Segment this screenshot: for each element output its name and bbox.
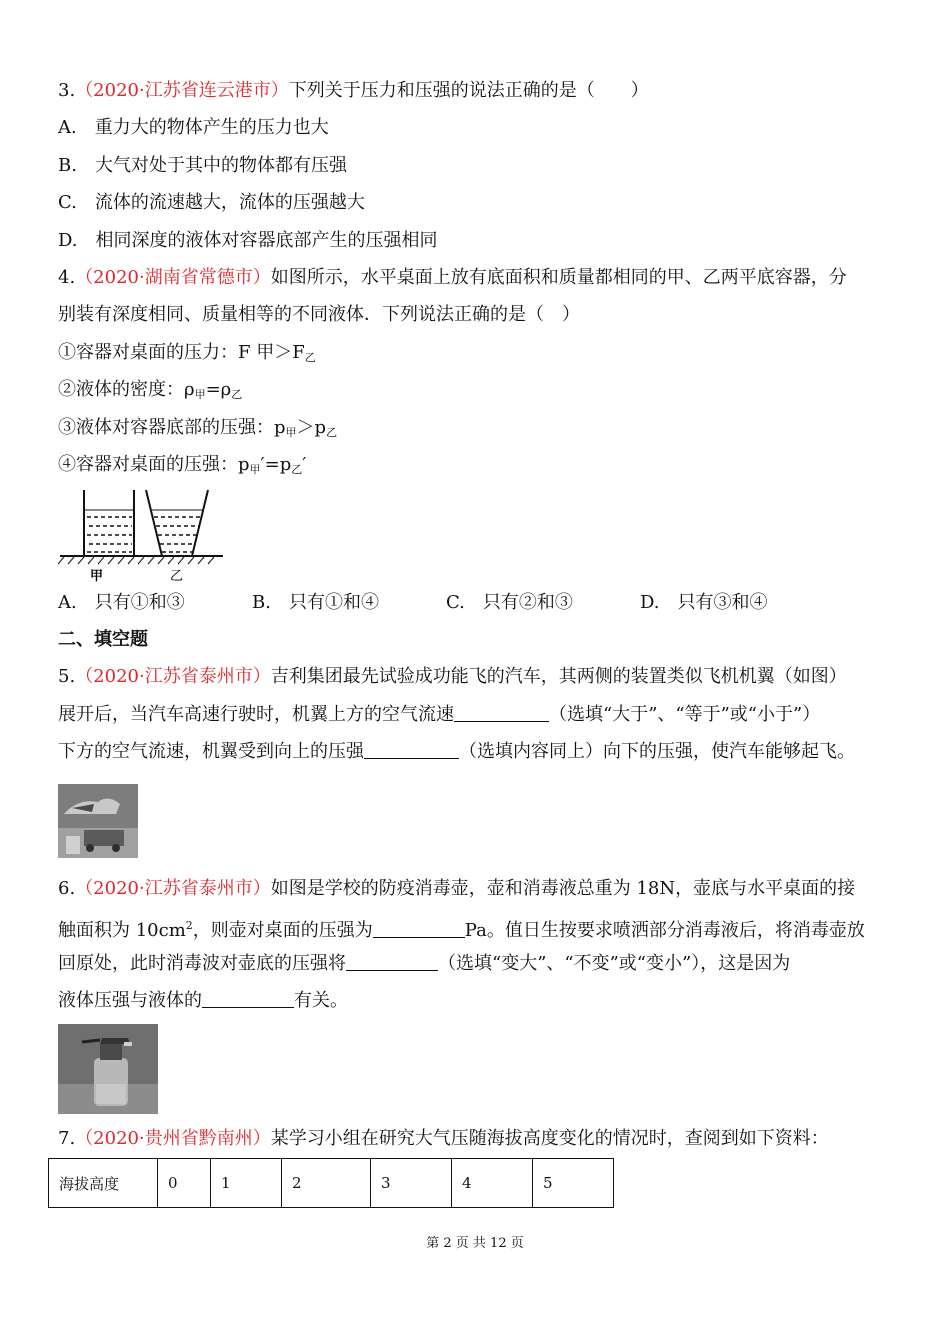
q4-stem-line2: 别装有深度相同、质量相等的不同液体．下列说法正确的是（ ） — [58, 304, 580, 325]
container-yi — [146, 490, 208, 556]
q4-option-b: B. 只有①和④ — [252, 592, 379, 613]
section-heading: 二、填空题 — [58, 629, 148, 650]
table-cell: 4 — [452, 1159, 533, 1208]
q5-text-2b: （选填“大于”、“等于”或“小于”） — [549, 704, 821, 725]
q6-number: 6. — [58, 878, 76, 899]
q7-number: 7. — [58, 1128, 76, 1149]
q5-line3 — [58, 739, 855, 765]
q4-s3-sub2: 乙 — [326, 426, 338, 439]
q4-option-c: C. 只有②和③ — [446, 592, 573, 613]
q5-text-2a: 展开后，当汽车高速行驶时，机翼上方的空气流速 — [58, 704, 454, 725]
q4-s3-a: ③液体对容器底部的压强：p — [58, 417, 286, 438]
q6-line4 — [58, 988, 348, 1014]
q4-s4-a: ④容器对桌面的压强：p — [58, 454, 250, 475]
q5-text-3b: （选填内容同上）向下的压强，使汽车能够起飞。 — [459, 741, 855, 762]
q5-blank-1[interactable] — [454, 703, 549, 722]
q4-s2-sub2: 乙 — [231, 388, 243, 401]
q6-text-1: 如图是学校的防疫消毒壶，壶和消毒液总重为 18N，壶底与水平桌面的接 — [270, 878, 856, 899]
q3-source: （2020·江苏省连云港市） — [75, 80, 289, 101]
q3-stem-line — [58, 78, 649, 104]
containers-diagram — [58, 486, 223, 584]
q6-text-4a: 液体压强与液体的 — [58, 990, 202, 1011]
q5-text-3a: 下方的空气流速，机翼受到向上的压强 — [58, 741, 364, 762]
q4-stem-line1 — [58, 265, 847, 291]
q6-source: （2020·江苏省泰州市） — [75, 878, 271, 899]
q5-text-1: 吉利集团最先试验成功能飞的汽车，其两侧的装置类似飞机机翼（如图） — [270, 666, 847, 687]
table-cell: 0 — [158, 1159, 211, 1208]
q5-blank-2[interactable] — [364, 740, 459, 759]
flying-car-photo — [58, 784, 138, 858]
q4-s1-text: ①容器对桌面的压力：F 甲＞F — [58, 342, 305, 363]
q6-line2 — [58, 913, 865, 944]
table-row — [49, 1159, 614, 1208]
table-cell: 1 — [211, 1159, 282, 1208]
q4-statement-3 — [58, 415, 337, 446]
q5-number: 5. — [58, 666, 76, 687]
q4-s3-sub1: 甲 — [285, 426, 297, 439]
q6-text-2b: ，则壶对桌面的压强为 — [192, 920, 373, 941]
q5-line1 — [58, 664, 847, 690]
q3-option-a: A. 重力大的物体产生的压力也大 — [58, 117, 329, 138]
q3-option-c: C. 流体的流速越大，流体的压强越大 — [58, 192, 365, 213]
label-yi: 乙 — [170, 569, 184, 584]
q3-stem: 下列关于压力和压强的说法正确的是（ ） — [288, 80, 649, 101]
table-cell: 3 — [371, 1159, 452, 1208]
q5-line2 — [58, 702, 820, 728]
q3-number: 3. — [58, 80, 76, 101]
altitude-table — [48, 1158, 614, 1208]
q4-s4-b: ′=p — [260, 454, 292, 475]
q4-statement-4 — [58, 452, 306, 483]
table-surface — [58, 556, 223, 564]
q6-line1 — [58, 876, 855, 902]
q7-line1 — [58, 1126, 829, 1152]
q4-s1-sub: 乙 — [304, 351, 316, 364]
q6-text-2a: 触面积为 10cm — [58, 920, 186, 941]
label-jia: 甲 — [90, 569, 104, 584]
q6-line3 — [58, 951, 790, 977]
q6-text-3a: 回原处，此时消毒波对壶底的压强将 — [58, 953, 346, 974]
q7-stem: 某学习小组在研究大气压随海拔高度变化的情况时，查阅到如下资料： — [270, 1128, 829, 1149]
q4-option-a: A. 只有①和③ — [58, 592, 185, 613]
q6-text-4b: 有关。 — [294, 990, 348, 1011]
q6-text-3b: （选填“变大”、“不变”或“变小”），这是因为 — [438, 953, 791, 974]
q7-source: （2020·贵州省黔南州） — [75, 1128, 271, 1149]
q5-source: （2020·江苏省泰州市） — [75, 666, 271, 687]
q3-option-d: D. 相同深度的液体对容器底部产生的压强相同 — [58, 230, 438, 251]
table-header-cell: 海拔高度 — [49, 1159, 158, 1208]
q4-number: 4. — [58, 267, 76, 288]
table-cell: 2 — [282, 1159, 371, 1208]
q6-blank-3[interactable] — [202, 989, 294, 1008]
q4-s3-b: ＞p — [296, 417, 327, 438]
q4-stem-1: 如图所示，水平桌面上放有底面积和质量都相同的甲、乙两平底容器，分 — [270, 267, 847, 288]
q6-text-2c: Pa。值日生按要求喷洒部分消毒液后，将消毒壶放 — [464, 920, 865, 941]
q3-option-b: B. 大气对处于其中的物体都有压强 — [58, 155, 347, 176]
q4-s2-sub1: 甲 — [194, 388, 206, 401]
q6-superscript: 2 — [185, 919, 193, 932]
q6-blank-1[interactable] — [373, 919, 465, 938]
q4-s4-sub2: 乙 — [291, 463, 303, 476]
spray-bottle-photo — [58, 1024, 158, 1114]
table-cell: 5 — [533, 1159, 614, 1208]
container-jia — [84, 490, 134, 556]
q4-s2-a: ②液体的密度：ρ — [58, 379, 195, 400]
q4-s4-sub1: 甲 — [249, 463, 261, 476]
page-footer: 第 2 页 共 12 页 — [426, 1236, 524, 1251]
q6-blank-2[interactable] — [346, 952, 438, 971]
q4-s4-c: ′ — [302, 454, 307, 475]
q4-statement-1 — [58, 340, 316, 371]
q4-option-d: D. 只有③和④ — [640, 592, 768, 613]
q4-s2-b: =ρ — [205, 379, 232, 400]
q4-source: （2020·湖南省常德市） — [75, 267, 271, 288]
q4-statement-2 — [58, 377, 242, 408]
